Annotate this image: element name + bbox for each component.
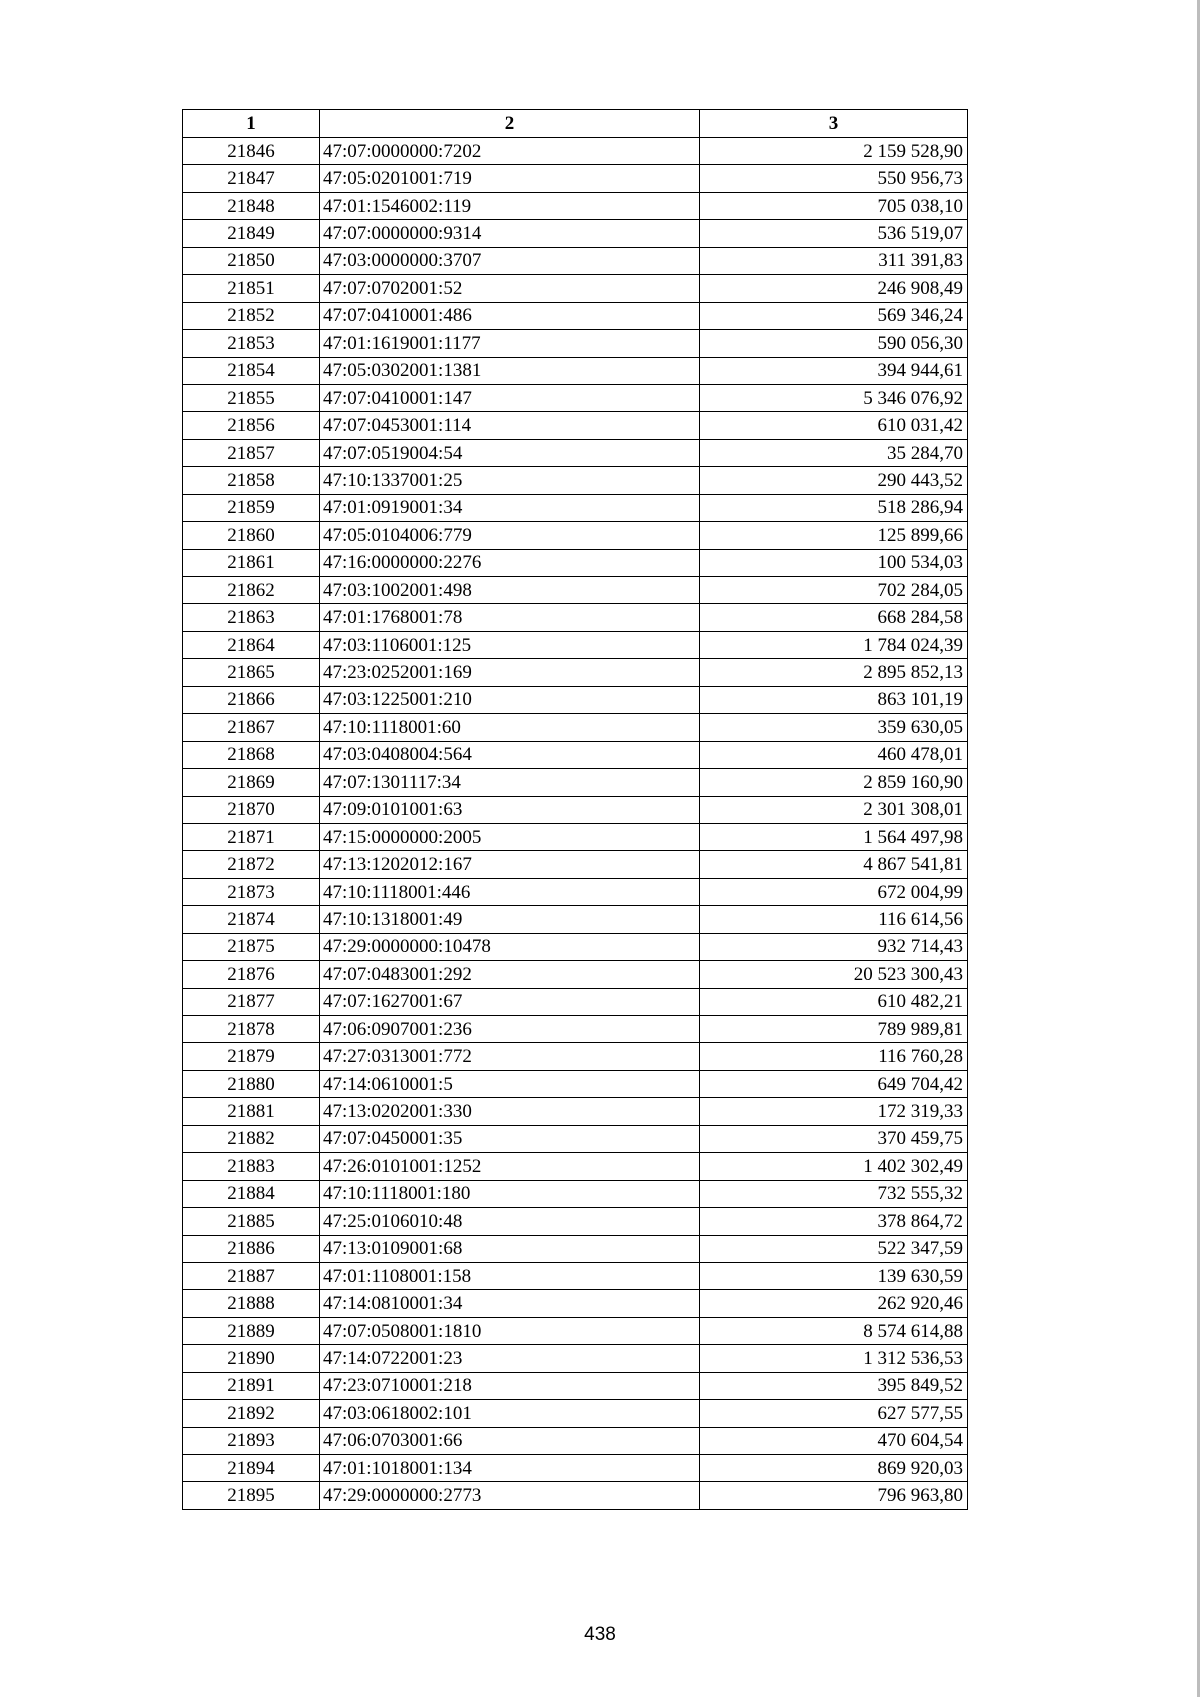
row-number-cell: 21892	[183, 1400, 320, 1427]
value-cell: 789 989,81	[700, 1016, 968, 1043]
cadastral-number-cell: 47:07:0000000:9314	[320, 220, 700, 247]
value-cell: 796 963,80	[700, 1482, 968, 1509]
value-cell: 116 614,56	[700, 906, 968, 933]
row-number-cell: 21856	[183, 412, 320, 439]
value-cell: 610 482,21	[700, 988, 968, 1015]
table-header-row	[183, 110, 968, 138]
cadastral-number-cell: 47:07:0410001:486	[320, 302, 700, 329]
value-cell: 569 346,24	[700, 302, 968, 329]
row-number-cell: 21875	[183, 933, 320, 960]
row-number-cell: 21872	[183, 851, 320, 878]
table-row	[183, 686, 968, 713]
value-cell: 1 312 536,53	[700, 1345, 968, 1372]
value-cell: 1 564 497,98	[700, 823, 968, 850]
row-number-cell: 21866	[183, 686, 320, 713]
row-number-cell: 21880	[183, 1070, 320, 1097]
cadastral-number-cell: 47:05:0201001:719	[320, 165, 700, 192]
value-cell: 262 920,46	[700, 1290, 968, 1317]
table-row	[183, 1153, 968, 1180]
cadastral-number-cell: 47:10:1118001:446	[320, 878, 700, 905]
row-number-cell: 21855	[183, 384, 320, 411]
cadastral-number-cell: 47:15:0000000:2005	[320, 823, 700, 850]
value-cell: 172 319,33	[700, 1098, 968, 1125]
cadastral-number-cell: 47:07:0519004:54	[320, 439, 700, 466]
cadastral-number-cell: 47:10:1118001:60	[320, 714, 700, 741]
table-header	[183, 110, 968, 138]
cadastral-number-cell: 47:26:0101001:1252	[320, 1153, 700, 1180]
value-cell: 394 944,61	[700, 357, 968, 384]
table-row	[183, 384, 968, 411]
row-number-cell: 21871	[183, 823, 320, 850]
value-cell: 35 284,70	[700, 439, 968, 466]
value-cell: 470 604,54	[700, 1427, 968, 1454]
cadastral-number-cell: 47:07:0410001:147	[320, 384, 700, 411]
value-cell: 550 956,73	[700, 165, 968, 192]
value-cell: 359 630,05	[700, 714, 968, 741]
row-number-cell: 21864	[183, 631, 320, 658]
value-cell: 246 908,49	[700, 275, 968, 302]
cadastral-number-cell: 47:09:0101001:63	[320, 796, 700, 823]
value-cell: 100 534,03	[700, 549, 968, 576]
table-row	[183, 1208, 968, 1235]
table-row	[183, 494, 968, 521]
row-number-cell: 21883	[183, 1153, 320, 1180]
value-cell: 116 760,28	[700, 1043, 968, 1070]
row-number-cell: 21894	[183, 1455, 320, 1482]
cadastral-number-cell: 47:03:0000000:3707	[320, 247, 700, 274]
cadastral-number-cell: 47:23:0710001:218	[320, 1372, 700, 1399]
cadastral-number-cell: 47:07:0000000:7202	[320, 138, 700, 165]
cadastral-number-cell: 47:06:0907001:236	[320, 1016, 700, 1043]
row-number-cell: 21865	[183, 659, 320, 686]
value-cell: 863 101,19	[700, 686, 968, 713]
table-row	[183, 1235, 968, 1262]
table-row	[183, 357, 968, 384]
value-cell: 4 867 541,81	[700, 851, 968, 878]
table-row	[183, 439, 968, 466]
table-row	[183, 1125, 968, 1152]
value-cell: 290 443,52	[700, 467, 968, 494]
value-cell: 311 391,83	[700, 247, 968, 274]
row-number-cell: 21870	[183, 796, 320, 823]
cadastral-number-cell: 47:14:0610001:5	[320, 1070, 700, 1097]
table-row	[183, 165, 968, 192]
table-row	[183, 1016, 968, 1043]
table-row	[183, 1455, 968, 1482]
value-cell: 460 478,01	[700, 741, 968, 768]
value-cell: 522 347,59	[700, 1235, 968, 1262]
table-row	[183, 522, 968, 549]
table-row	[183, 1427, 968, 1454]
value-cell: 1 784 024,39	[700, 631, 968, 658]
row-number-cell: 21852	[183, 302, 320, 329]
column-header-3: 3	[700, 110, 968, 138]
value-cell: 732 555,32	[700, 1180, 968, 1207]
row-number-cell: 21862	[183, 577, 320, 604]
table-row	[183, 933, 968, 960]
table-row	[183, 1262, 968, 1289]
row-number-cell: 21884	[183, 1180, 320, 1207]
row-number-cell: 21886	[183, 1235, 320, 1262]
table-row	[183, 467, 968, 494]
row-number-cell: 21888	[183, 1290, 320, 1317]
row-number-cell: 21850	[183, 247, 320, 274]
row-number-cell: 21848	[183, 192, 320, 219]
row-number-cell: 21891	[183, 1372, 320, 1399]
table-row	[183, 823, 968, 850]
row-number-cell: 21874	[183, 906, 320, 933]
cadastral-number-cell: 47:07:0450001:35	[320, 1125, 700, 1152]
table-row	[183, 796, 968, 823]
table-row	[183, 906, 968, 933]
cadastral-number-cell: 47:03:1106001:125	[320, 631, 700, 658]
row-number-cell: 21868	[183, 741, 320, 768]
row-number-cell: 21869	[183, 769, 320, 796]
cadastral-number-cell: 47:14:0810001:34	[320, 1290, 700, 1317]
value-cell: 518 286,94	[700, 494, 968, 521]
cadastral-number-cell: 47:03:0408004:564	[320, 741, 700, 768]
table-row	[183, 961, 968, 988]
table-row	[183, 714, 968, 741]
cadastral-number-cell: 47:01:1768001:78	[320, 604, 700, 631]
cadastral-number-cell: 47:01:1619001:1177	[320, 330, 700, 357]
cadastral-number-cell: 47:03:1002001:498	[320, 577, 700, 604]
row-number-cell: 21873	[183, 878, 320, 905]
row-number-cell: 21853	[183, 330, 320, 357]
cadastral-number-cell: 47:05:0104006:779	[320, 522, 700, 549]
cadastral-number-cell: 47:01:1546002:119	[320, 192, 700, 219]
value-cell: 649 704,42	[700, 1070, 968, 1097]
cadastral-number-cell: 47:07:0483001:292	[320, 961, 700, 988]
table-row	[183, 549, 968, 576]
page-number: 438	[584, 1624, 616, 1645]
value-cell: 932 714,43	[700, 933, 968, 960]
row-number-cell: 21851	[183, 275, 320, 302]
cadastral-number-cell: 47:10:1118001:180	[320, 1180, 700, 1207]
row-number-cell: 21890	[183, 1345, 320, 1372]
cadastral-number-cell: 47:07:0453001:114	[320, 412, 700, 439]
value-cell: 2 159 528,90	[700, 138, 968, 165]
table-row	[183, 1345, 968, 1372]
table-row	[183, 631, 968, 658]
value-cell: 668 284,58	[700, 604, 968, 631]
value-cell: 8 574 614,88	[700, 1317, 968, 1344]
cadastral-number-cell: 47:16:0000000:2276	[320, 549, 700, 576]
table-row	[183, 302, 968, 329]
value-cell: 1 402 302,49	[700, 1153, 968, 1180]
value-cell: 610 031,42	[700, 412, 968, 439]
table-row	[183, 275, 968, 302]
value-cell: 370 459,75	[700, 1125, 968, 1152]
value-cell: 20 523 300,43	[700, 961, 968, 988]
row-number-cell: 21878	[183, 1016, 320, 1043]
value-cell: 2 859 160,90	[700, 769, 968, 796]
table-row	[183, 1400, 968, 1427]
cadastral-number-cell: 47:01:1108001:158	[320, 1262, 700, 1289]
cadastral-number-cell: 47:29:0000000:2773	[320, 1482, 700, 1509]
row-number-cell: 21895	[183, 1482, 320, 1509]
table-row	[183, 1482, 968, 1509]
cadastral-number-cell: 47:27:0313001:772	[320, 1043, 700, 1070]
cadastral-number-cell: 47:07:1627001:67	[320, 988, 700, 1015]
row-number-cell: 21885	[183, 1208, 320, 1235]
table-row	[183, 769, 968, 796]
row-number-cell: 21876	[183, 961, 320, 988]
row-number-cell: 21860	[183, 522, 320, 549]
table-row	[183, 1317, 968, 1344]
row-number-cell: 21858	[183, 467, 320, 494]
value-cell: 869 920,03	[700, 1455, 968, 1482]
row-number-cell: 21887	[183, 1262, 320, 1289]
table-row	[183, 988, 968, 1015]
row-number-cell: 21863	[183, 604, 320, 631]
cadastral-number-cell: 47:03:0618002:101	[320, 1400, 700, 1427]
value-cell: 672 004,99	[700, 878, 968, 905]
table-row	[183, 659, 968, 686]
table-row	[183, 604, 968, 631]
cadastral-number-cell: 47:07:0508001:1810	[320, 1317, 700, 1344]
cadastral-number-cell: 47:06:0703001:66	[320, 1427, 700, 1454]
row-number-cell: 21867	[183, 714, 320, 741]
table-row	[183, 1372, 968, 1399]
table-row	[183, 1070, 968, 1097]
value-cell: 702 284,05	[700, 577, 968, 604]
cadastral-number-cell: 47:29:0000000:10478	[320, 933, 700, 960]
cadastral-number-cell: 47:25:0106010:48	[320, 1208, 700, 1235]
row-number-cell: 21849	[183, 220, 320, 247]
table-row	[183, 138, 968, 165]
row-number-cell: 21877	[183, 988, 320, 1015]
table-row	[183, 330, 968, 357]
value-cell: 536 519,07	[700, 220, 968, 247]
row-number-cell: 21882	[183, 1125, 320, 1152]
row-number-cell: 21857	[183, 439, 320, 466]
cadastral-number-cell: 47:01:0919001:34	[320, 494, 700, 521]
row-number-cell: 21861	[183, 549, 320, 576]
cadastral-number-cell: 47:10:1337001:25	[320, 467, 700, 494]
cadastral-number-cell: 47:13:1202012:167	[320, 851, 700, 878]
value-cell: 2 301 308,01	[700, 796, 968, 823]
value-cell: 395 849,52	[700, 1372, 968, 1399]
row-number-cell: 21859	[183, 494, 320, 521]
table-row	[183, 1180, 968, 1207]
cadastral-number-cell: 47:05:0302001:1381	[320, 357, 700, 384]
value-cell: 590 056,30	[700, 330, 968, 357]
row-number-cell: 21889	[183, 1317, 320, 1344]
row-number-cell: 21893	[183, 1427, 320, 1454]
table-row	[183, 851, 968, 878]
value-cell: 5 346 076,92	[700, 384, 968, 411]
table-row	[183, 247, 968, 274]
table-body	[183, 138, 968, 1510]
table-row	[183, 577, 968, 604]
row-number-cell: 21881	[183, 1098, 320, 1125]
table-row	[183, 1290, 968, 1317]
value-cell: 627 577,55	[700, 1400, 968, 1427]
row-number-cell: 21846	[183, 138, 320, 165]
table-row	[183, 741, 968, 768]
table-row	[183, 220, 968, 247]
column-header-2: 2	[320, 110, 700, 138]
column-header-1: 1	[183, 110, 320, 138]
cadastral-number-cell: 47:07:0702001:52	[320, 275, 700, 302]
cadastral-number-cell: 47:14:0722001:23	[320, 1345, 700, 1372]
cadastral-number-cell: 47:01:1018001:134	[320, 1455, 700, 1482]
value-cell: 125 899,66	[700, 522, 968, 549]
row-number-cell: 21854	[183, 357, 320, 384]
table-row	[183, 192, 968, 219]
row-number-cell: 21847	[183, 165, 320, 192]
data-table	[182, 109, 968, 1510]
row-number-cell: 21879	[183, 1043, 320, 1070]
cadastral-number-cell: 47:13:0202001:330	[320, 1098, 700, 1125]
table-row	[183, 878, 968, 905]
table-row	[183, 1098, 968, 1125]
cadastral-number-cell: 47:23:0252001:169	[320, 659, 700, 686]
cadastral-number-cell: 47:10:1318001:49	[320, 906, 700, 933]
value-cell: 2 895 852,13	[700, 659, 968, 686]
value-cell: 378 864,72	[700, 1208, 968, 1235]
value-cell: 139 630,59	[700, 1262, 968, 1289]
cadastral-number-cell: 47:13:0109001:68	[320, 1235, 700, 1262]
value-cell: 705 038,10	[700, 192, 968, 219]
cadastral-number-cell: 47:07:1301117:34	[320, 769, 700, 796]
table-row	[183, 1043, 968, 1070]
cadastral-number-cell: 47:03:1225001:210	[320, 686, 700, 713]
table-row	[183, 412, 968, 439]
